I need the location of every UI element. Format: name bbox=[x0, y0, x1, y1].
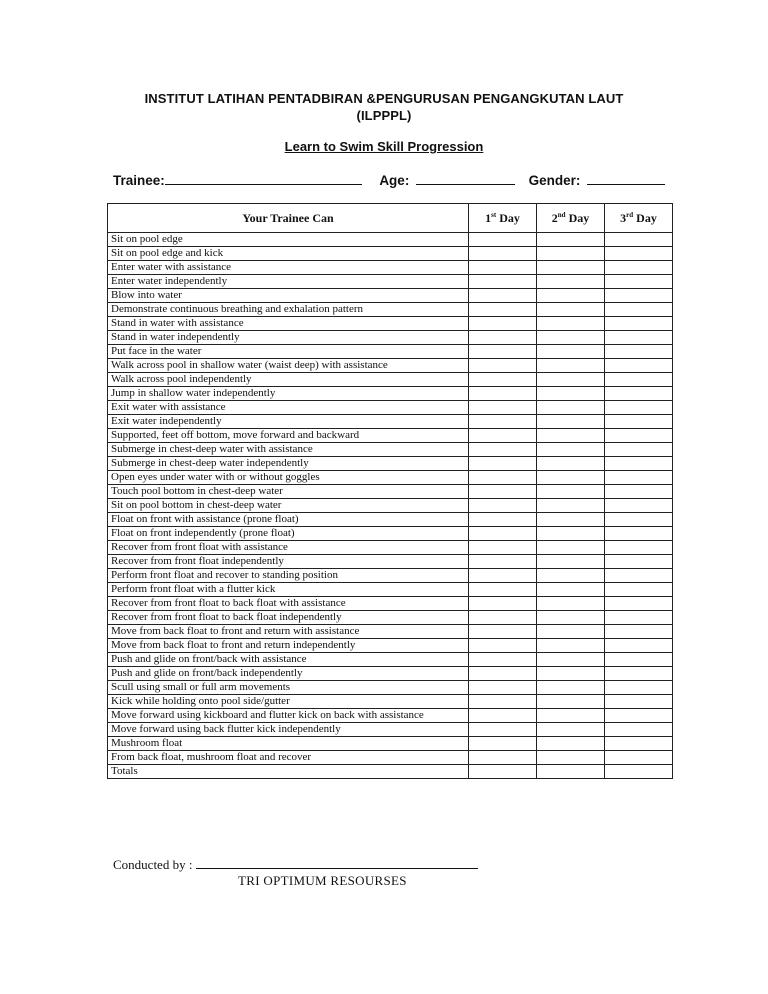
day-3-checkbox-cell[interactable] bbox=[605, 597, 673, 611]
day-2-checkbox-cell[interactable] bbox=[537, 681, 605, 695]
day-3-header: 3rd Day bbox=[605, 204, 673, 233]
day-2-checkbox-cell[interactable] bbox=[537, 541, 605, 555]
institute-name: INSTITUT LATIHAN PENTADBIRAN &PENGURUSAN PENGANGKUTAN LAUT bbox=[144, 91, 624, 106]
skill-cell: Move from back float to front and return independently bbox=[108, 639, 469, 653]
skill-cell: Exit water independently bbox=[108, 415, 469, 429]
table-row bbox=[108, 373, 673, 387]
day-2-checkbox-cell[interactable] bbox=[537, 723, 605, 737]
day-2-checkbox-cell[interactable] bbox=[537, 527, 605, 541]
skill-cell: Supported, feet off bottom, move forward and backward bbox=[108, 429, 469, 443]
day-1-checkbox-cell[interactable] bbox=[469, 499, 537, 513]
table-row bbox=[108, 653, 673, 667]
table-row bbox=[108, 723, 673, 737]
day-3-checkbox-cell[interactable] bbox=[605, 737, 673, 751]
gender-blank-line[interactable] bbox=[587, 172, 665, 185]
day-2-checkbox-cell[interactable] bbox=[537, 261, 605, 275]
day-2-checkbox-cell[interactable] bbox=[537, 653, 605, 667]
skill-cell: Enter water independently bbox=[108, 275, 469, 289]
table-row bbox=[108, 233, 673, 247]
skill-cell: Jump in shallow water independently bbox=[108, 387, 469, 401]
day-3-checkbox-cell[interactable] bbox=[605, 457, 673, 471]
table-row bbox=[108, 443, 673, 457]
day-3-checkbox-cell[interactable] bbox=[605, 751, 673, 765]
day-3-checkbox-cell[interactable] bbox=[605, 387, 673, 401]
skill-cell: Float on front independently (prone float) bbox=[108, 527, 469, 541]
day-1-checkbox-cell[interactable] bbox=[469, 611, 537, 625]
day-2-checkbox-cell[interactable] bbox=[537, 289, 605, 303]
table-row bbox=[108, 527, 673, 541]
day-1-checkbox-cell[interactable] bbox=[469, 583, 537, 597]
day-3-checkbox-cell[interactable] bbox=[605, 261, 673, 275]
day-3-checkbox-cell[interactable] bbox=[605, 471, 673, 485]
day-1-checkbox-cell[interactable] bbox=[469, 667, 537, 681]
table-row bbox=[108, 471, 673, 485]
skill-cell: Totals bbox=[108, 765, 469, 779]
table-row bbox=[108, 583, 673, 597]
day-2-checkbox-cell[interactable] bbox=[537, 513, 605, 527]
institute-abbrev: (ILPPPL) bbox=[356, 108, 412, 123]
table-row bbox=[108, 513, 673, 527]
day-2-checkbox-cell[interactable] bbox=[537, 485, 605, 499]
day-2-checkbox-cell[interactable] bbox=[537, 401, 605, 415]
day-2-checkbox-cell[interactable] bbox=[537, 331, 605, 345]
skills-table bbox=[107, 203, 673, 779]
day-3-checkbox-cell[interactable] bbox=[605, 233, 673, 247]
day-2-checkbox-cell[interactable] bbox=[537, 583, 605, 597]
skill-cell: Exit water with assistance bbox=[108, 401, 469, 415]
day-3-checkbox-cell[interactable] bbox=[605, 639, 673, 653]
day-2-checkbox-cell[interactable] bbox=[537, 471, 605, 485]
trainee-blank-line[interactable] bbox=[165, 172, 362, 185]
skill-cell: Move forward using kickboard and flutter kick on back with assistance bbox=[108, 709, 469, 723]
day-1-checkbox-cell[interactable] bbox=[469, 261, 537, 275]
skill-cell: Submerge in chest-deep water independently bbox=[108, 457, 469, 471]
day-2-checkbox-cell[interactable] bbox=[537, 499, 605, 513]
day-1-checkbox-cell[interactable] bbox=[469, 415, 537, 429]
day-3-checkbox-cell[interactable] bbox=[605, 513, 673, 527]
skill-column-header: Your Trainee Can bbox=[108, 204, 469, 233]
day-3-checkbox-cell[interactable] bbox=[605, 303, 673, 317]
table-row bbox=[108, 261, 673, 275]
day-3-checkbox-cell[interactable] bbox=[605, 569, 673, 583]
day-1-checkbox-cell[interactable] bbox=[469, 737, 537, 751]
day-2-checkbox-cell[interactable] bbox=[537, 233, 605, 247]
day-2-checkbox-cell[interactable] bbox=[537, 569, 605, 583]
table-row bbox=[108, 695, 673, 709]
skill-cell: Move forward using back flutter kick independently bbox=[108, 723, 469, 737]
day-1-checkbox-cell[interactable] bbox=[469, 429, 537, 443]
skill-cell: Float on front with assistance (prone float) bbox=[108, 513, 469, 527]
day-3-checkbox-cell[interactable] bbox=[605, 695, 673, 709]
day-2-checkbox-cell[interactable] bbox=[537, 667, 605, 681]
day-2-checkbox-cell[interactable] bbox=[537, 737, 605, 751]
skill-cell: Enter water with assistance bbox=[108, 261, 469, 275]
trainee-label: Trainee: bbox=[113, 173, 165, 188]
table-row bbox=[108, 429, 673, 443]
day-1-checkbox-cell[interactable] bbox=[469, 289, 537, 303]
day-2-checkbox-cell[interactable] bbox=[537, 597, 605, 611]
day-1-header: 1st Day bbox=[469, 204, 537, 233]
day-3-checkbox-cell[interactable] bbox=[605, 331, 673, 345]
conducted-by-label: Conducted by : bbox=[113, 857, 193, 872]
skill-cell: Perform front float and recover to standing position bbox=[108, 569, 469, 583]
day-2-checkbox-cell[interactable] bbox=[537, 709, 605, 723]
table-row bbox=[108, 569, 673, 583]
day-2-checkbox-cell[interactable] bbox=[537, 639, 605, 653]
day-1-checkbox-cell[interactable] bbox=[469, 625, 537, 639]
day-2-checkbox-cell[interactable] bbox=[537, 443, 605, 457]
day-2-checkbox-cell[interactable] bbox=[537, 457, 605, 471]
skill-cell: Move from back float to front and return with assistance bbox=[108, 625, 469, 639]
day-1-checkbox-cell[interactable] bbox=[469, 359, 537, 373]
day-1-checkbox-cell[interactable] bbox=[469, 401, 537, 415]
day-1-checkbox-cell[interactable] bbox=[469, 751, 537, 765]
skill-cell: Scull using small or full arm movements bbox=[108, 681, 469, 695]
company-name: TRI OPTIMUM RESOURSES bbox=[238, 873, 407, 888]
day-3-checkbox-cell[interactable] bbox=[605, 289, 673, 303]
skill-cell: Kick while holding onto pool side/gutter bbox=[108, 695, 469, 709]
skill-cell: Blow into water bbox=[108, 289, 469, 303]
table-row bbox=[108, 555, 673, 569]
day-1-checkbox-cell[interactable] bbox=[469, 597, 537, 611]
day-1-checkbox-cell[interactable] bbox=[469, 723, 537, 737]
day-1-checkbox-cell[interactable] bbox=[469, 317, 537, 331]
skill-cell: Submerge in chest-deep water with assistance bbox=[108, 443, 469, 457]
trainee-info-fields bbox=[113, 172, 673, 188]
day-2-checkbox-cell[interactable] bbox=[537, 303, 605, 317]
day-1-checkbox-cell[interactable] bbox=[469, 233, 537, 247]
skill-cell: Recover from front float independently bbox=[108, 555, 469, 569]
day-1-checkbox-cell[interactable] bbox=[469, 345, 537, 359]
day-3-checkbox-cell[interactable] bbox=[605, 681, 673, 695]
table-row bbox=[108, 289, 673, 303]
day-2-checkbox-cell[interactable] bbox=[537, 751, 605, 765]
day-3-checkbox-cell[interactable] bbox=[605, 485, 673, 499]
day-2-checkbox-cell[interactable] bbox=[537, 555, 605, 569]
skill-cell: Sit on pool edge bbox=[108, 233, 469, 247]
day-2-checkbox-cell[interactable] bbox=[537, 415, 605, 429]
day-3-checkbox-cell[interactable] bbox=[605, 345, 673, 359]
day-3-checkbox-cell[interactable] bbox=[605, 583, 673, 597]
skill-cell: Push and glide on front/back independently bbox=[108, 667, 469, 681]
skill-cell: Sit on pool bottom in chest-deep water bbox=[108, 499, 469, 513]
day-3-checkbox-cell[interactable] bbox=[605, 247, 673, 261]
day-2-checkbox-cell[interactable] bbox=[537, 429, 605, 443]
institute-title bbox=[0, 90, 768, 124]
day-1-checkbox-cell[interactable] bbox=[469, 485, 537, 499]
day-3-checkbox-cell[interactable] bbox=[605, 723, 673, 737]
table-row bbox=[108, 401, 673, 415]
table-row bbox=[108, 765, 673, 779]
table-row bbox=[108, 625, 673, 639]
day-3-checkbox-cell[interactable] bbox=[605, 429, 673, 443]
day-1-checkbox-cell[interactable] bbox=[469, 247, 537, 261]
day-1-checkbox-cell[interactable] bbox=[469, 541, 537, 555]
day-1-checkbox-cell[interactable] bbox=[469, 457, 537, 471]
table-row bbox=[108, 597, 673, 611]
day-1-checkbox-cell[interactable] bbox=[469, 681, 537, 695]
table-row bbox=[108, 387, 673, 401]
day-2-checkbox-cell[interactable] bbox=[537, 373, 605, 387]
day-3-checkbox-cell[interactable] bbox=[605, 275, 673, 289]
gender-label: Gender: bbox=[528, 173, 581, 188]
table-row bbox=[108, 303, 673, 317]
age-label: Age: bbox=[379, 173, 410, 188]
day-1-checkbox-cell[interactable] bbox=[469, 765, 537, 779]
skill-cell: Perform front float with a flutter kick bbox=[108, 583, 469, 597]
table-row bbox=[108, 667, 673, 681]
day-3-checkbox-cell[interactable] bbox=[605, 401, 673, 415]
skill-cell: Put face in the water bbox=[108, 345, 469, 359]
table-header-row bbox=[108, 204, 673, 233]
skill-cell: Recover from front float to back float with assistance bbox=[108, 597, 469, 611]
day-1-checkbox-cell[interactable] bbox=[469, 303, 537, 317]
skill-cell: Touch pool bottom in chest-deep water bbox=[108, 485, 469, 499]
day-1-checkbox-cell[interactable] bbox=[469, 275, 537, 289]
day-1-checkbox-cell[interactable] bbox=[469, 471, 537, 485]
skill-cell: Walk across pool in shallow water (waist deep) with assistance bbox=[108, 359, 469, 373]
day-1-checkbox-cell[interactable] bbox=[469, 709, 537, 723]
day-3-checkbox-cell[interactable] bbox=[605, 709, 673, 723]
table-row bbox=[108, 345, 673, 359]
skill-cell: Demonstrate continuous breathing and exhalation pattern bbox=[108, 303, 469, 317]
skill-cell: Recover from front float to back float independently bbox=[108, 611, 469, 625]
conducted-by bbox=[113, 855, 478, 873]
table-row bbox=[108, 331, 673, 345]
table-row bbox=[108, 275, 673, 289]
day-3-checkbox-cell[interactable] bbox=[605, 653, 673, 667]
table-row bbox=[108, 681, 673, 695]
age-blank-line[interactable] bbox=[416, 172, 515, 185]
table-row bbox=[108, 709, 673, 723]
day-3-checkbox-cell[interactable] bbox=[605, 555, 673, 569]
day-2-checkbox-cell[interactable] bbox=[537, 387, 605, 401]
day-2-checkbox-cell[interactable] bbox=[537, 317, 605, 331]
day-3-checkbox-cell[interactable] bbox=[605, 527, 673, 541]
day-3-checkbox-cell[interactable] bbox=[605, 443, 673, 457]
day-1-checkbox-cell[interactable] bbox=[469, 695, 537, 709]
day-3-checkbox-cell[interactable] bbox=[605, 765, 673, 779]
day-2-checkbox-cell[interactable] bbox=[537, 275, 605, 289]
skill-cell: From back float, mushroom float and recover bbox=[108, 751, 469, 765]
day-2-checkbox-cell[interactable] bbox=[537, 765, 605, 779]
table-row bbox=[108, 317, 673, 331]
skill-cell: Stand in water with assistance bbox=[108, 317, 469, 331]
day-2-checkbox-cell[interactable] bbox=[537, 345, 605, 359]
table-row bbox=[108, 639, 673, 653]
skill-cell: Stand in water independently bbox=[108, 331, 469, 345]
day-1-checkbox-cell[interactable] bbox=[469, 527, 537, 541]
table-row bbox=[108, 415, 673, 429]
skill-cell: Mushroom float bbox=[108, 737, 469, 751]
skill-cell: Walk across pool independently bbox=[108, 373, 469, 387]
day-1-checkbox-cell[interactable] bbox=[469, 443, 537, 457]
day-2-checkbox-cell[interactable] bbox=[537, 695, 605, 709]
day-3-checkbox-cell[interactable] bbox=[605, 625, 673, 639]
day-2-checkbox-cell[interactable] bbox=[537, 247, 605, 261]
table-row bbox=[108, 359, 673, 373]
day-1-checkbox-cell[interactable] bbox=[469, 653, 537, 667]
form-title: Learn to Swim Skill Progression bbox=[284, 139, 484, 154]
day-2-checkbox-cell[interactable] bbox=[537, 611, 605, 625]
day-1-checkbox-cell[interactable] bbox=[469, 513, 537, 527]
day-3-checkbox-cell[interactable] bbox=[605, 499, 673, 513]
skill-cell: Sit on pool edge and kick bbox=[108, 247, 469, 261]
day-3-checkbox-cell[interactable] bbox=[605, 359, 673, 373]
skill-cell: Open eyes under water with or without goggles bbox=[108, 471, 469, 485]
day-2-checkbox-cell[interactable] bbox=[537, 359, 605, 373]
table-row bbox=[108, 737, 673, 751]
day-3-checkbox-cell[interactable] bbox=[605, 611, 673, 625]
skill-cell: Push and glide on front/back with assistance bbox=[108, 653, 469, 667]
day-1-checkbox-cell[interactable] bbox=[469, 569, 537, 583]
day-1-checkbox-cell[interactable] bbox=[469, 331, 537, 345]
day-1-checkbox-cell[interactable] bbox=[469, 639, 537, 653]
day-1-checkbox-cell[interactable] bbox=[469, 555, 537, 569]
table-row bbox=[108, 457, 673, 471]
day-2-checkbox-cell[interactable] bbox=[537, 625, 605, 639]
day-1-checkbox-cell[interactable] bbox=[469, 387, 537, 401]
skill-cell: Recover from front float with assistance bbox=[108, 541, 469, 555]
table-row bbox=[108, 541, 673, 555]
conducted-by-signature-line[interactable] bbox=[196, 855, 478, 869]
day-2-header: 2nd Day bbox=[537, 204, 605, 233]
table-row bbox=[108, 499, 673, 513]
day-3-checkbox-cell[interactable] bbox=[605, 541, 673, 555]
table-row bbox=[108, 247, 673, 261]
day-3-checkbox-cell[interactable] bbox=[605, 373, 673, 387]
day-3-checkbox-cell[interactable] bbox=[605, 317, 673, 331]
skill-rows bbox=[108, 233, 673, 779]
day-1-checkbox-cell[interactable] bbox=[469, 373, 537, 387]
table-row bbox=[108, 751, 673, 765]
table-row bbox=[108, 611, 673, 625]
day-3-checkbox-cell[interactable] bbox=[605, 667, 673, 681]
day-3-checkbox-cell[interactable] bbox=[605, 415, 673, 429]
table-row bbox=[108, 485, 673, 499]
